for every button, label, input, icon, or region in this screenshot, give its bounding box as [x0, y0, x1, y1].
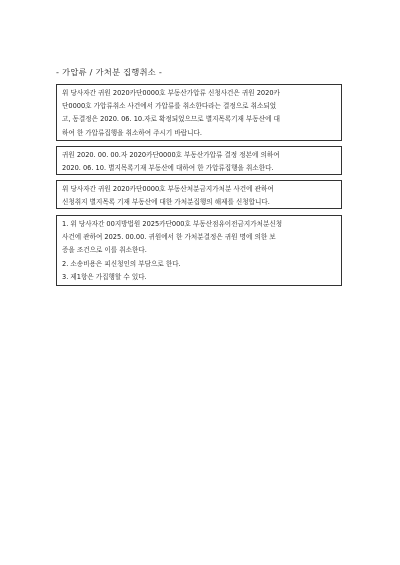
section-box: [56, 146, 342, 175]
text-line: 위 당사자간 귀원 2020카단0000호 부동산처분금지가처분 사건에 관하여: [62, 185, 274, 193]
section-box: [56, 84, 342, 141]
section-box: [56, 215, 342, 286]
document-title: - 가압류 / 가처분 집행취소 -: [56, 67, 163, 77]
text-line: 2. 소송비용은 피신청인의 부담으로 한다.: [62, 259, 181, 268]
text-line: 사건에 관하여 2025. 00.00. 귀원에서 한 가처분결정은 귀원 명에 의한 보: [62, 233, 276, 242]
text-line: 1. 위 당사자간 00지방법원 2025카단000호 부동산점유이전금지가처분신청: [62, 220, 283, 228]
text-line: 신청취지 별지목록 기재 부동산에 대한 가처분집행의 해제를 신청합니다.: [62, 198, 270, 207]
text-line: 귀원 2020. 00. 00.자 2020카단0000호 부동산가압류 결정 정본에 의하여: [62, 151, 280, 159]
text-line: 3. 제1항은 가집행할 수 있다.: [62, 272, 147, 281]
text-line: 위 당사자간 귀원 2020카단0000호 부동산가압류 신청사건은 귀원 2020카: [62, 89, 280, 97]
text-line: 2020. 06. 10. 별지목록기재 부동산에 대하여 한 가압류집행을 취소한다.: [62, 164, 274, 173]
section-box: [56, 180, 342, 209]
text-line: 고, 동결정은 2020. 06. 10.자로 확정되었으므로 별지목록기재 부동산에 대: [62, 115, 280, 124]
text-line: 증을 조건으로 이를 취소한다.: [62, 246, 147, 255]
text-line: 단0000호 가압류취소 사건에서 가압류를 취소한다라는 결정으로 취소되었: [62, 102, 277, 111]
text-line: 하여 한 가압류집행을 취소하여 주시기 바랍니다.: [62, 128, 202, 137]
